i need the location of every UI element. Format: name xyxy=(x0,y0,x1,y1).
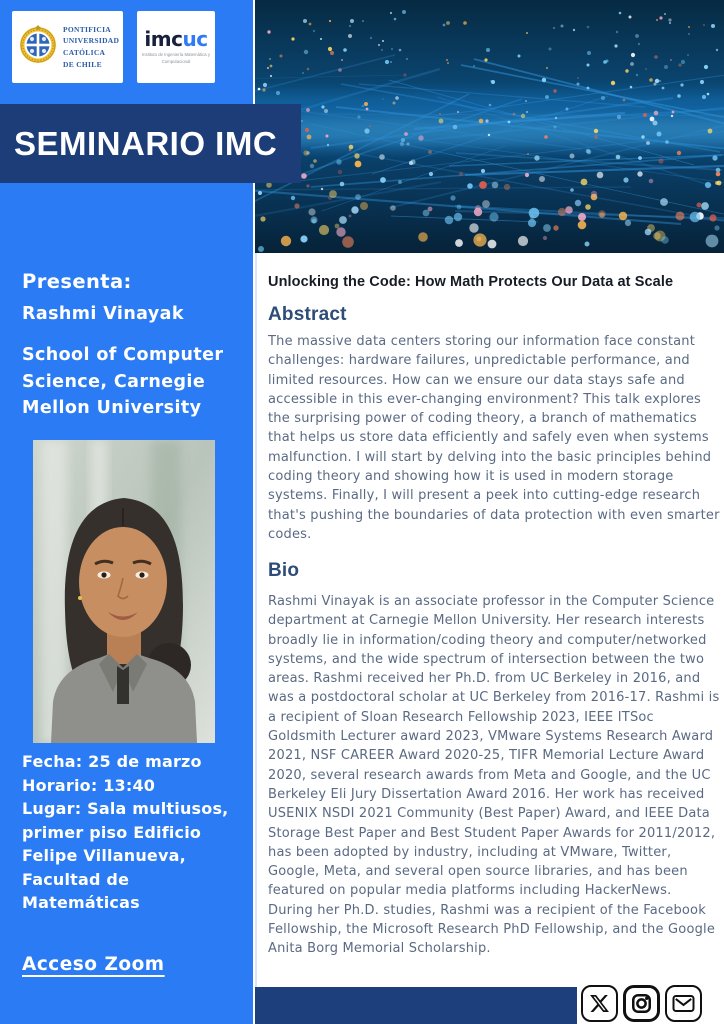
puc-crest-icon xyxy=(18,25,58,69)
email-icon[interactable] xyxy=(665,985,702,1022)
bio-text: Rashmi Vinayak is an associate professor in the Computer Science department at Carnegie Mellon University. Her research interests broadly lie in information/coding theory and computer/networked systems, and the wide spectrum of intersection between the two areas. Rashmi received her Ph.D. from UC Berkeley in 2016, and was a postdoctoral scholar at UC Berkeley from 2016-17. Rashmi is a recipient of Sloan Research Fellowship 2023, IEEE ITSoc Goldsmith Lecturer award 2023, VMware Systems Research Award 2021, NSF CAREER Award 2020-25, TIFR Memorial Lecture Award 2020, several research awards from Meta and Google, and the UC Berkeley Eli Jury Dissertation Award 2016. Her work has received USENIX NSDI 2021 Community (Best Paper) Award, and IEEE Data Storage Best Paper and Best Student Paper Awards for 2011/2012, has been adopted by industry, including at VMware, Twitter, Google, Meta, and several open source libraries, and has been featured on popular media platforms including HackerNews. During her Ph.D. studies, Rashmi was a recipient of the Facebook Fellowship, the Microsoft Research PhD Fellowship, and the Google Anita Borg Memorial Scholarship. xyxy=(268,594,720,957)
zoom-access-link[interactable]: Acceso Zoom xyxy=(22,954,165,975)
abstract-heading: Abstract xyxy=(268,304,347,325)
event-location: Lugar: Sala multiusos, primer piso Edificio Felipe Villanueva, Facultad de Matemáticas xyxy=(22,799,229,912)
instagram-icon[interactable] xyxy=(623,985,660,1022)
talk-title: Unlocking the Code: How Math Protects Our Data at Scale xyxy=(268,274,674,290)
imc-logo-card xyxy=(137,11,215,83)
speaker-affiliation: School of Computer Science, Carnegie Mellon University xyxy=(22,345,224,418)
abstract-text: The massive data centers storing our information face constant challenges: hardware failures, unpredictable performance, and limited resources. How can we ensure our data stays safe and accessible in this ever-changing environment? This talk explores the surprising power of coding theory, a branch of mathematics that helps us store data efficiently and safely even when systems malfunction. I will start by delving into the basic principles behind coding theory and showing how it is used in modern storage systems. Finally, I will present a peek into cutting-edge research that's pushing the boundaries of data protection with even smarter codes. xyxy=(268,334,720,542)
speaker-name: Rashmi Vinayak xyxy=(22,304,184,324)
imc-logo-subtitle: Instituto de Ingeniería Matemática y Computacional xyxy=(141,51,211,64)
event-info xyxy=(22,750,232,915)
presents-label: Presenta: xyxy=(22,270,132,293)
puc-logo-text: PONTIFICIA UNIVERSIDAD CATÓLICA DE CHILE xyxy=(63,24,120,69)
social-icons xyxy=(581,985,702,1022)
footer-bar xyxy=(255,987,577,1024)
event-time: Horario: 13:40 xyxy=(22,775,156,795)
speaker-photo xyxy=(33,440,215,743)
hero-network-image xyxy=(255,0,724,253)
x-twitter-icon[interactable] xyxy=(581,985,618,1022)
event-date: Fecha: 25 de marzo xyxy=(22,752,202,771)
seminar-title-banner xyxy=(0,104,301,183)
seminar-title: SEMINARIO IMC xyxy=(14,124,278,162)
imc-logo-wordmark: imcuc xyxy=(144,26,208,51)
puc-logo-card xyxy=(12,11,123,83)
sidebar-content-divider xyxy=(255,253,257,987)
bio-heading: Bio xyxy=(268,560,300,581)
